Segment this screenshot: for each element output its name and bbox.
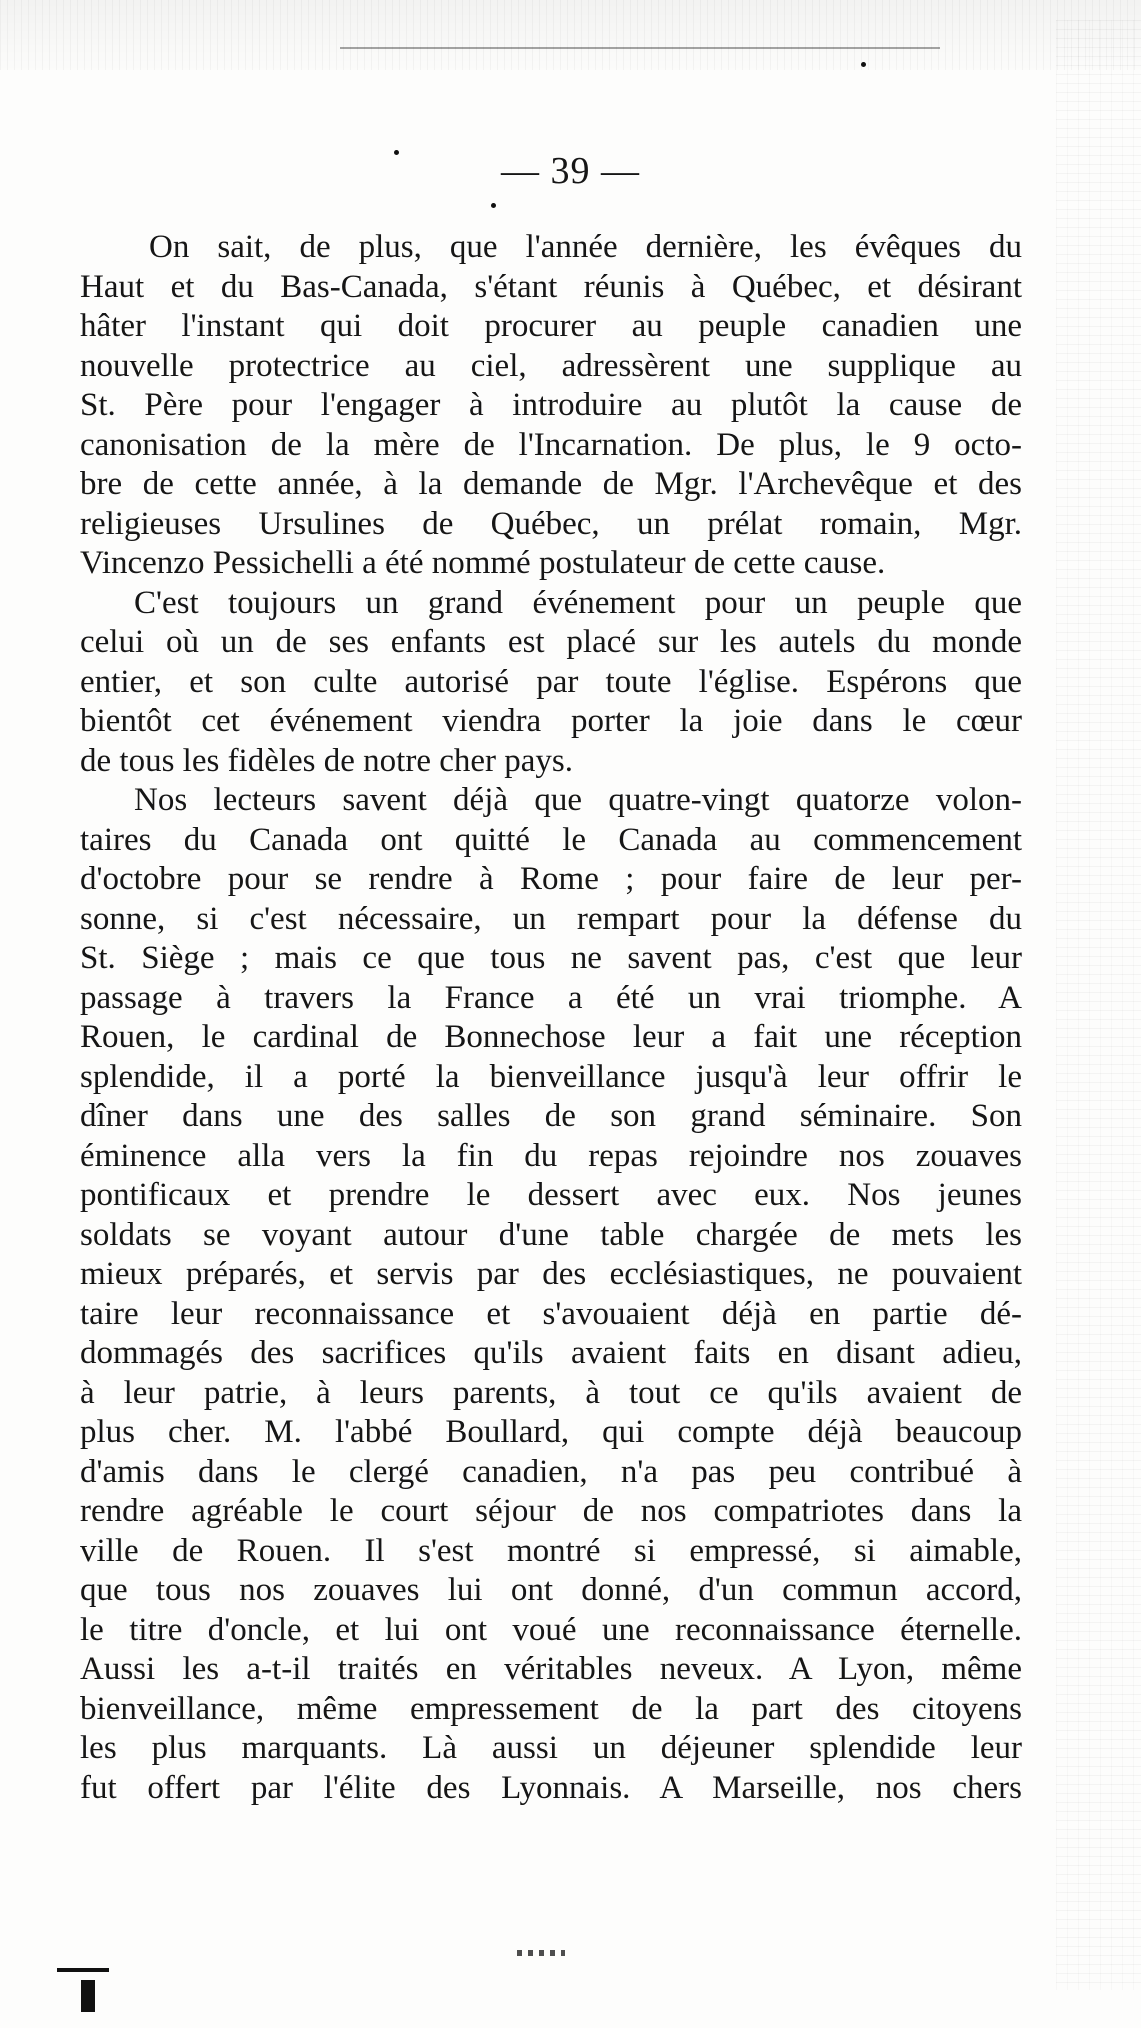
text-line: bre de cette année, à la demande de Mgr. l'Archevêque et des xyxy=(80,466,1022,502)
text-line: soldats se voyant autour d'une table chargée de mets les xyxy=(80,1216,1022,1253)
text-line: rendre agréable le court séjour de nos compatriotes dans la xyxy=(80,1493,1022,1529)
paragraph-3 xyxy=(80,781,1022,1808)
text-line: de tous les fidèles de notre cher pays. xyxy=(80,742,574,779)
text-line: Aussi les a-t-il traités en véritables neveux. A Lyon, même xyxy=(80,1651,1022,1687)
text-line: Haut et du Bas-Canada, s'étant réunis à Québec, et désirant xyxy=(80,268,1022,305)
scan-noise-right-edge xyxy=(1056,20,1141,1990)
body-text xyxy=(80,228,1022,1808)
text-line: entier, et son culte autorisé par toute l'église. Espérons que xyxy=(80,663,1022,700)
text-line: Rouen, le cardinal de Bonnechose leur a fait une réception xyxy=(80,1019,1022,1055)
text-line: bienveillance, même empressement de la part des citoyens xyxy=(80,1690,1022,1727)
text-line: Nos lecteurs savent déjà que quatre-vingt quatorze volon- xyxy=(134,782,1022,818)
text-line: dommagés des sacrifices qu'ils avaient faits en disant adieu, xyxy=(80,1335,1022,1371)
text-line: bientôt cet événement viendra porter la joie dans le cœur xyxy=(80,703,1022,739)
text-line: à leur patrie, à leurs parents, à tout ce qu'ils avaient de xyxy=(80,1374,1022,1411)
text-line: passage à travers la France a été un vrai triomphe. A xyxy=(80,979,1022,1016)
text-line: taire leur reconnaissance et s'avouaient déjà en partie dé- xyxy=(80,1295,1022,1332)
ink-speck xyxy=(491,203,496,208)
text-line: sonne, si c'est nécessaire, un rempart pour la défense du xyxy=(80,900,1022,937)
text-line: que tous nos zouaves lui ont donné, d'un commun accord, xyxy=(80,1572,1022,1608)
text-line: canonisation de la mère de l'Incarnation. De plus, le 9 octo- xyxy=(80,426,1022,463)
text-line: d'octobre pour se rendre à Rome ; pour faire de leur per- xyxy=(80,861,1022,897)
text-line: taires du Canada ont quitté le Canada au commencement xyxy=(80,821,1022,858)
text-line: C'est toujours un grand événement pour un peuple que xyxy=(134,584,1022,621)
text-line: dîner dans une des salles de son grand séminaire. Son xyxy=(80,1098,1022,1134)
text-line: plus cher. M. l'abbé Boullard, qui compte déjà beaucoup xyxy=(80,1414,1022,1450)
text-line: Vincenzo Pessichelli a été nommé postulateur de cette cause. xyxy=(80,545,886,581)
text-line: celui où un de ses enfants est placé sur les autels du monde xyxy=(80,624,1022,660)
text-line: splendide, il a porté la bienveillance jusqu'à leur offrir le xyxy=(80,1058,1022,1095)
text-line: religieuses Ursulines de Québec, un prélat romain, Mgr. xyxy=(80,505,1022,542)
text-line: mieux préparés, et servis par des ecclésiastiques, ne pouvaient xyxy=(80,1256,1022,1292)
text-line: fut offert par l'élite des Lyonnais. A Marseille, nos chers xyxy=(80,1769,1022,1806)
scan-noise-top xyxy=(0,0,1141,70)
text-line: pontificaux et prendre le dessert avec eux. Nos jeunes xyxy=(80,1177,1022,1213)
text-line: hâter l'instant qui doit procurer au peuple canadien une xyxy=(80,308,1022,344)
scan-artifact-corner-mark xyxy=(57,1968,109,2016)
text-line: St. Siège ; mais ce que tous ne savent pas, c'est que leur xyxy=(80,940,1022,976)
text-line: éminence alla vers la fin du repas rejoindre nos zouaves xyxy=(80,1137,1022,1174)
page-number: — 39 — xyxy=(501,150,640,192)
text-line: d'amis dans le clergé canadien, n'a pas peu contribué à xyxy=(80,1453,1022,1490)
ink-speck xyxy=(861,62,866,67)
text-line: les plus marquants. Là aussi un déjeuner splendide leur xyxy=(80,1730,1022,1766)
text-line: On sait, de plus, que l'année dernière, les évêques du xyxy=(149,229,1022,265)
paragraph-2 xyxy=(80,584,1022,782)
text-line: St. Père pour l'engager à introduire au plutôt la cause de xyxy=(80,387,1022,423)
scan-artifact-bottom xyxy=(517,1950,565,1956)
text-line: nouvelle protectrice au ciel, adressèrent une supplique au xyxy=(80,347,1022,384)
paragraph-1 xyxy=(80,228,1022,584)
text-line: ville de Rouen. Il s'est montré si empressé, si aimable, xyxy=(80,1532,1022,1569)
scan-artifact-line xyxy=(340,47,940,49)
text-line: le titre d'oncle, et lui ont voué une reconnaissance éternelle. xyxy=(80,1611,1022,1648)
